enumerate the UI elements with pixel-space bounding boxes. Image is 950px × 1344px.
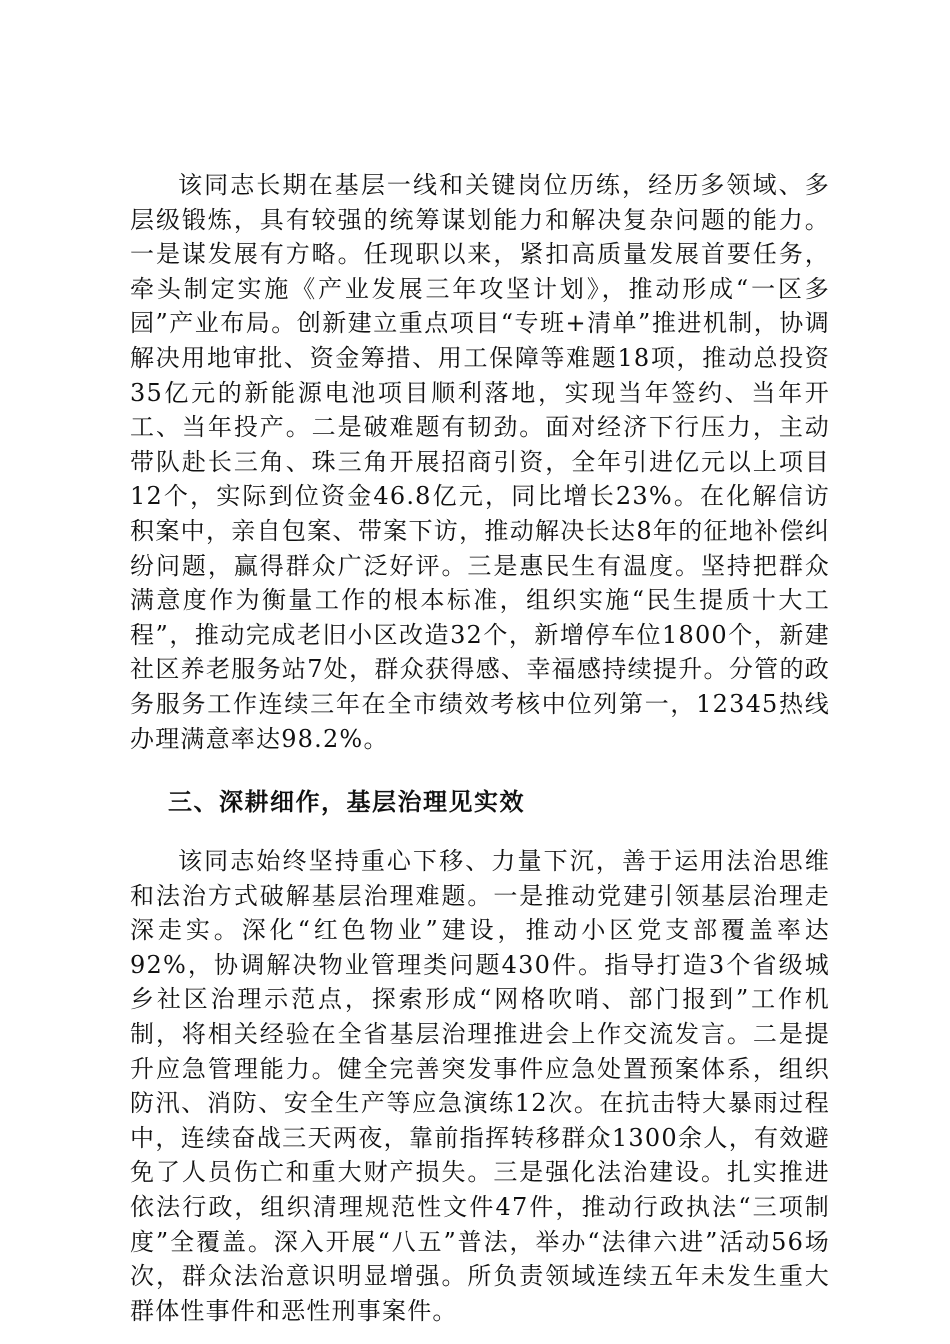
document-body bbox=[130, 168, 830, 1328]
body-paragraph-2: 该同志始终坚持重心下移、力量下沉，善于运用法治思维和法治方式破解基层治理难题。一是推动党建引领基层治理走深走实。深化“红色物业”建设，推动小区党支部覆盖率达92%，协调解决物业管理类问题430件。指导打造3个省级城乡社区治理示范点，探索形成“网格吹哨、部门报到”工作机制，将相关经验在全省基层治理推进会上作交流发言。二是提升应急管理能力。健全完善突发事件应急处置预案体系，组织防汛、消防、安全生产等应急演练12次。在抗击特大暴雨过程中，连续奋战三天两夜，靠前指挥转移群众1300余人，有效避免了人员伤亡和重大财产损失。三是强化法治建设。扎实推进依法行政，组织清理规范性文件47件，推动行政执法“三项制度”全覆盖。深入开展“八五”普法，举办“法律六进”活动56场次，群众法治意识明显增强。所负责领域连续五年未发生重大群体性事件和恶性刑事案件。 bbox=[130, 847, 830, 1325]
section-heading: 三、深耕细作，基层治理见实效 bbox=[168, 788, 525, 817]
body-paragraph-1: 该同志长期在基层一线和关键岗位历练，经历多领域、多层级锻炼，具有较强的统筹谋划能力和解决复杂问题的能力。一是谋发展有方略。任现职以来，紧扣高质量发展首要任务，牵头制定实施《产业发展三年攻坚计划》，推动形成“一区多园”产业布局。创新建立重点项目“专班+清单”推进机制，协调解决用地审批、资金筹措、用工保障等难题18项，推动总投资35亿元的新能源电池项目顺利落地，实现当年签约、当年开工、当年投产。二是破难题有韧劲。面对经济下行压力，主动带队赴长三角、珠三角开展招商引资，全年引进亿元以上项目12个，实际到位资金46.8亿元，同比增长23%。在化解信访积案中，亲自包案、带案下访，推动解决长达8年的征地补偿纠纷问题，赢得群众广泛好评。三是惠民生有温度。坚持把群众满意度作为衡量工作的根本标准，组织实施“民生提质十大工程”，推动完成老旧小区改造32个，新增停车位1800个，新建社区养老服务站7处，群众获得感、幸福感持续提升。分管的政务服务工作连续三年在全市绩效考核中位列第一，12345热线办理满意率达98.2%。 bbox=[130, 171, 830, 753]
